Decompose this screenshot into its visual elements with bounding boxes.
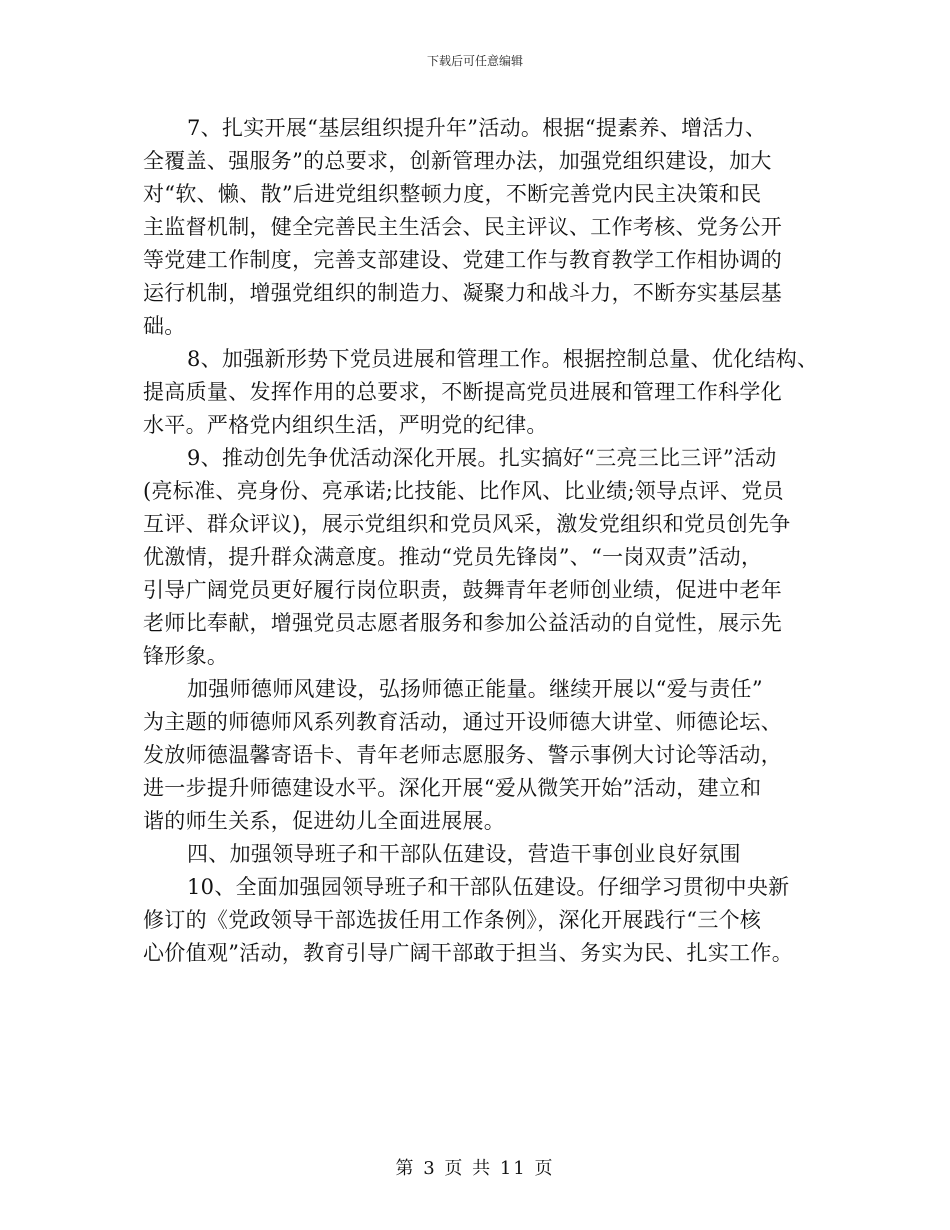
text-line: 锋形象。 (143, 644, 229, 668)
text-line: 心价值观”活动，教育引导广阔干部敢于担当、务实为民、扎实工作。 (143, 941, 794, 965)
paragraph-item-10 (143, 871, 803, 970)
text-line: 运行机制，增强党组织的制造力、凝聚力和战斗力，不断夯实基层基 (143, 281, 782, 305)
text-line: 等党建工作制度，完善支部建设、党建工作与教育教学工作相协调的 (143, 248, 782, 272)
paragraph-item-7 (143, 112, 803, 343)
text-line: 7、扎实开展“基层组织提升年”活动。根据“提素养、增活力、 (187, 116, 767, 140)
text-line: 主监督机制，健全完善民主生活会、民主评议、工作考核、党务公开 (143, 215, 782, 239)
text-line: 对“软、懒、散”后进党组织整顿力度，不断完善党内民主决策和民 (143, 182, 762, 206)
text-line: (亮标准、亮身份、亮承诺;比技能、比作风、比业绩;领导点评、党员 (143, 479, 784, 503)
text-line: 8、加强新形势下党员进展和管理工作。根据控制总量、优化结构、 (187, 347, 819, 371)
text-line: 提高质量、发挥作用的总要求，不断提高党员进展和管理工作科学化 (143, 380, 782, 404)
page-header: 下载后可任意编辑 (426, 54, 523, 68)
text-line: 全覆盖、强服务”的总要求，创新管理办法，加强党组织建设，加大 (143, 149, 772, 173)
page-number-footer: 第 3 页 共 11 页 (395, 1158, 555, 1179)
section-heading-4 (143, 838, 803, 871)
paragraph-item-8 (143, 343, 819, 442)
text-line: 为主题的师德师风系列教育活动，通过开设师德大讲堂、师德论坛、 (143, 710, 782, 734)
text-line: 进一步提升师德建设水平。深化开展“爱从微笑开始”活动，建立和 (143, 776, 762, 800)
text-line: 础。 (143, 314, 186, 338)
text-line: 谐的师生关系，促进幼儿全面进展展。 (143, 809, 506, 833)
text-line: 互评、群众评议)，展示党组织和党员风采，激发党组织和党员创先争 (143, 512, 791, 536)
document-body (143, 112, 819, 970)
text-line: 修订的《党政领导干部选拔任用工作条例》，深化开展践行“三个核 (143, 908, 762, 932)
section-heading-text: 四、加强领导班子和干部队伍建设，营造干事创业良好氛围 (187, 842, 741, 866)
text-line: 加强师德师风建设，弘扬师德正能量。继续开展以“爱与责任” (187, 677, 763, 701)
paragraph-item-9 (143, 442, 803, 673)
text-line: 引导广阔党员更好履行岗位职责，鼓舞青年老师创业绩，促进中老年 (143, 578, 782, 602)
text-line: 9、推动创先争优活动深化开展。扎实搞好“三亮三比三评”活动 (187, 446, 777, 470)
paragraph-teacher-ethics (143, 673, 803, 838)
text-line: 优激情，提升群众满意度。推动“党员先锋岗”、“一岗双责”活动， (143, 545, 763, 569)
text-line: 10、全面加强园领导班子和干部队伍建设。仔细学习贯彻中央新 (187, 875, 790, 899)
text-line: 发放师德温馨寄语卡、青年老师志愿服务、警示事例大讨论等活动， (143, 743, 782, 767)
text-line: 水平。严格党内组织生活，严明党的纪律。 (143, 413, 548, 437)
text-line: 老师比奉献，增强党员志愿者服务和参加公益活动的自觉性，展示先 (143, 611, 782, 635)
